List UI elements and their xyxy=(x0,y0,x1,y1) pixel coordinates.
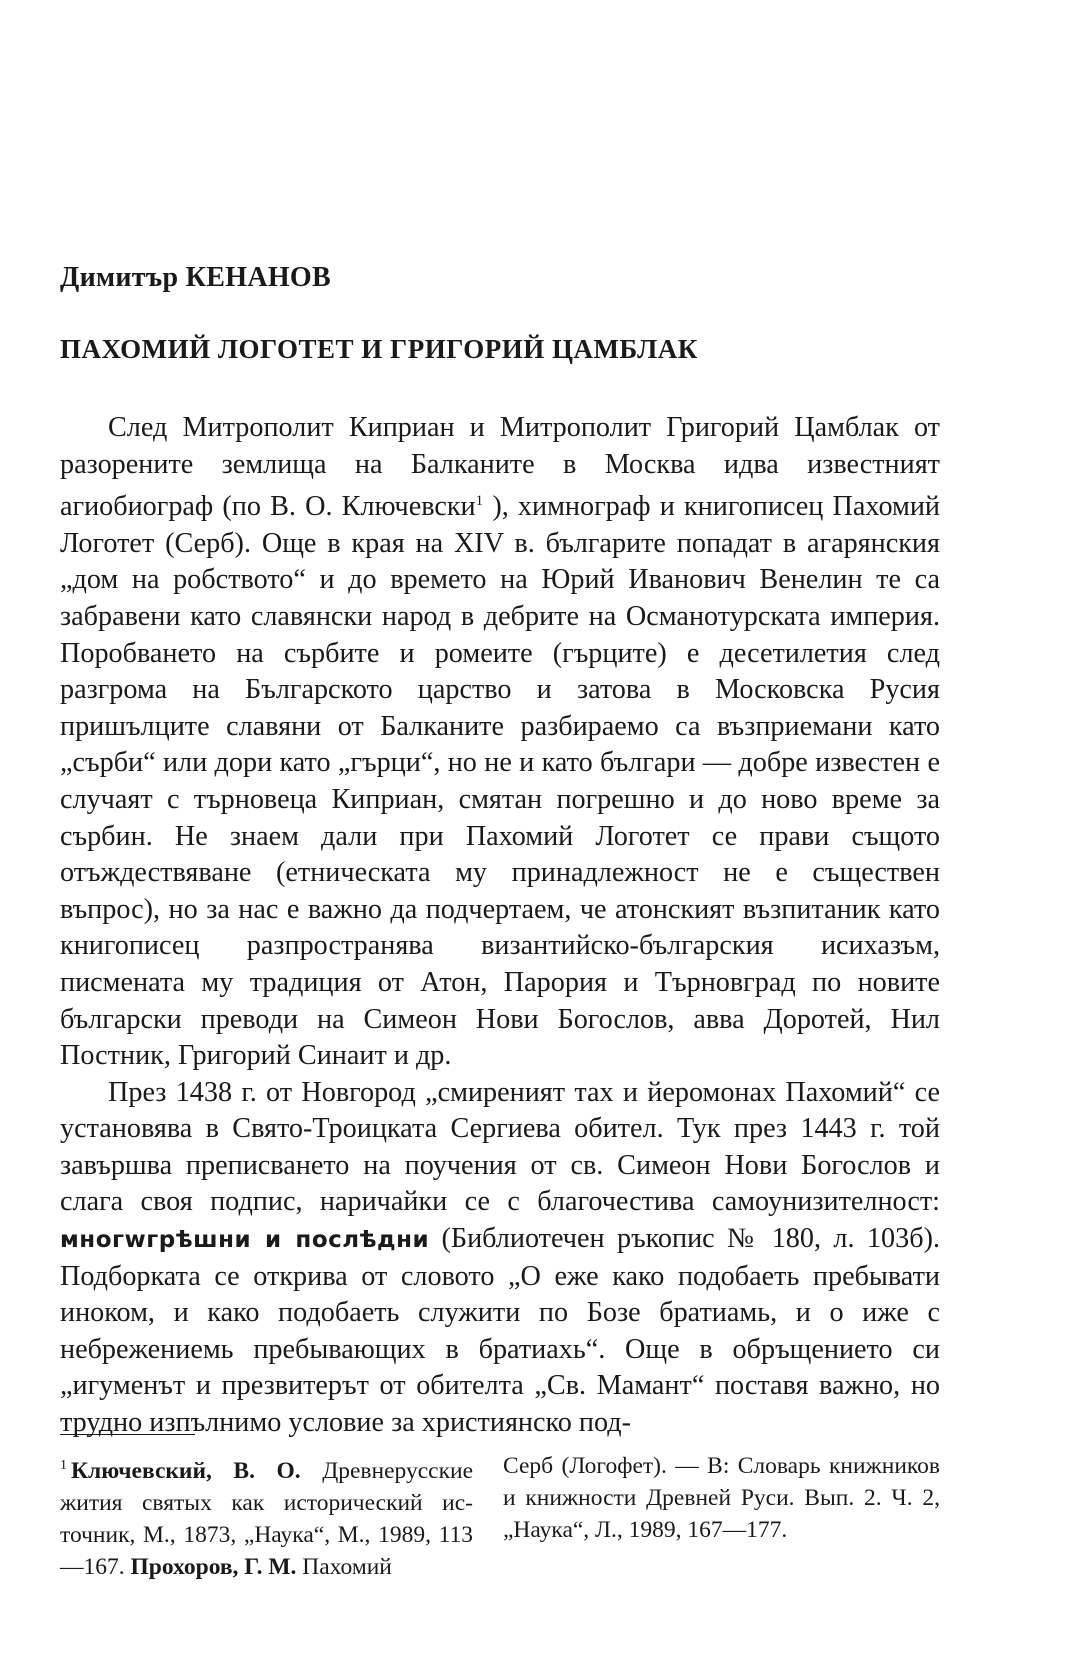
footnote-text-2-left: Пахомий xyxy=(296,1554,392,1580)
paragraph-2 xyxy=(60,1075,940,1442)
old-slavonic-quote: мнoгwгрѣшни и пocлѣдни xyxy=(60,1227,430,1254)
author-name xyxy=(60,262,331,294)
paragraph-1-text-a: След Митрополит Киприан и Митрополит Григорий Цамблак от разорените землища на Балканите в Москва идва известният агиобиограф (по В. О. Ключевски xyxy=(60,412,940,523)
footnote-column-left xyxy=(60,1450,473,1583)
paragraph-1 xyxy=(60,410,940,1075)
footnote-text-2-right: Серб (Логофет). — В: Словарь книжников и книжности Древней Руси. Вып. 2. Ч. 2, „Наука“, Л., 1989, 167—177. xyxy=(503,1453,940,1543)
article-title: ПАХОМИЙ ЛОГОТЕТ И ГРИГОРИЙ ЦАМБЛАК xyxy=(60,334,698,364)
article-body xyxy=(60,410,940,1442)
footnote-marker: 1 xyxy=(60,1458,67,1473)
footnote-author-1: Ключевский, В. О. xyxy=(71,1458,301,1484)
footnote-author-2: Прохоров, Г. М. xyxy=(130,1554,297,1580)
paragraph-2-text-a: През 1438 г. от Новгород „смиреният тах и йеромонах Пахомий“ се установява в Свято-Троицката Сергиева обител. Тук през 1443 г. той завършва преписването на поучения от св. Симеон Нови Богослов и слага своя подпис, наричайки се с благочестива самоунизителност: xyxy=(60,1076,940,1218)
paragraph-1-text-b: ), химнограф и книгописец Пахомий Логотет (Серб). Още в края на XIV в. българите попадат в агарянския „дом на робството“ и до времето на Юрий Иванович Венелин те са забравени като славянски народ в дебрите на Османотурската империя. Поробването на сърбите и ромеите (гърците) е десетилетия след разгрома на Българското царство и затова в Московска Русия пришълците славяни от Балканите разбираемо са възприемани като „сърби“ или дори като „гърци“, но не и като българи — добре известен е случаят с търновеца Киприан, смятан погрешно и до ново време за сърбин. Не знаем дали при Пахомий Логотет се прави същото отъждествяване (етническата му принадлежност не е съществен въпрос), но за нас е важно да подчертаем, че атонският възпитаник като книгописец разпространява византийско-българския исихазъм, писмената му традиция от Атон, Парория и Търновград по новите български преводи на Симеон Нови Богослов, авва Доротей, Нил Постник, Григорий Синаит и др. xyxy=(60,491,941,1072)
paragraph-2-text-b: (Библиотечен ръкопис № 180, л. 103б). Подборката се открива от словото „О еже како подобаеть пребывати иноком, и како подобаеть служити по Бозе братиамь, и о иже с небрежениемь пребывающих в братиахь“. Още в обръщението си „игуменът и презвитерът от обителта „Св. Мамант“ поставя важно, но трудно изпълнимо условие за християнско под- xyxy=(60,1223,940,1439)
footnote-text-1: Древнерусские жития святых как исторический источник, М., 1873, „Наука“, М., 1989, 113—167. xyxy=(60,1458,474,1580)
footnote-reference: 1 xyxy=(475,493,484,510)
footnote-divider xyxy=(60,1434,195,1435)
author-first-name: Димитър xyxy=(60,262,179,293)
author-last-name: КЕНАНОВ xyxy=(185,262,331,293)
footnote-column-right xyxy=(503,1450,940,1546)
